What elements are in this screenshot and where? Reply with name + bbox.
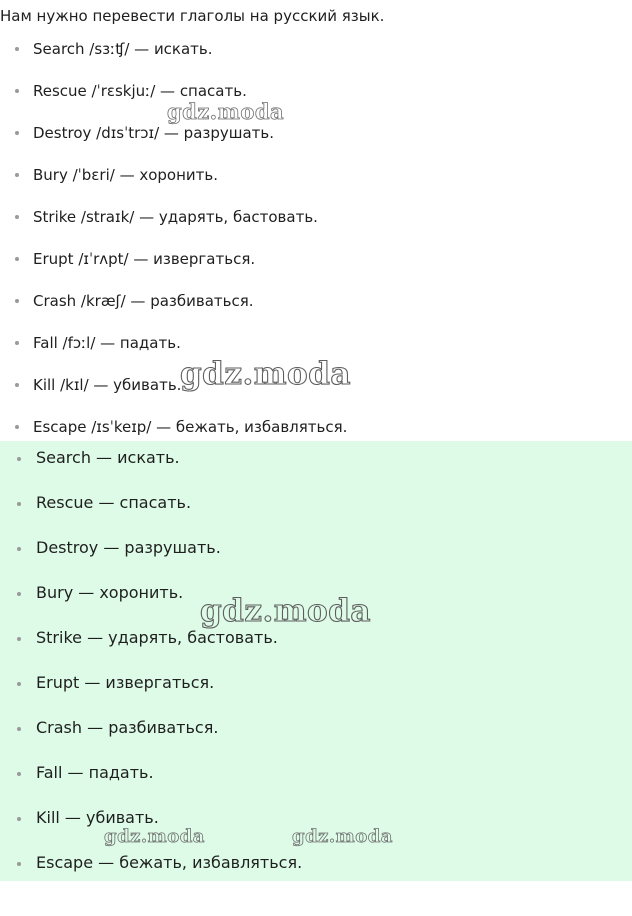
list-item: [0, 447, 632, 492]
list-item-text: Bury /ˈbɛri/ — хоронить.: [33, 166, 218, 184]
bullet-icon: [15, 257, 19, 261]
list-item: [0, 672, 632, 717]
list-item-text: Strike /straɪk/ — ударять, бастовать.: [33, 208, 318, 226]
list-item-text: Rescue — спасать.: [36, 493, 192, 512]
bullet-icon: [15, 47, 19, 51]
bullet-icon: [15, 383, 19, 387]
list-item: [0, 492, 632, 537]
bullet-icon: [17, 547, 21, 551]
bullet-icon: [15, 89, 19, 93]
bullet-icon: [17, 682, 21, 686]
list-item: [0, 807, 632, 852]
bullet-icon: [17, 727, 21, 731]
bullet-icon: [15, 173, 19, 177]
list-item-text: Erupt — извергаться.: [36, 673, 215, 692]
list-item-text: Crash /kræʃ/ — разбиваться.: [33, 292, 254, 310]
verb-list-plain: [0, 447, 632, 897]
list-item-text: Fall — падать.: [36, 763, 154, 782]
list-item-text: Crash — разбиваться.: [36, 718, 219, 737]
list-item-text: Bury — хоронить.: [36, 583, 184, 602]
list-item-text: Destroy /dɪsˈtrɔɪ/ — разрушать.: [33, 124, 275, 142]
verb-list-with-transcription: [0, 38, 632, 458]
list-item-text: Destroy — разрушать.: [36, 538, 221, 557]
list-item: [0, 248, 632, 290]
bullet-icon: [15, 215, 19, 219]
watermark: gdz.moda: [180, 356, 351, 392]
bullet-icon: [17, 457, 21, 461]
list-item-text: Search /sɜːʧ/ — искать.: [33, 40, 213, 58]
bullet-icon: [15, 131, 19, 135]
bullet-icon: [15, 299, 19, 303]
list-item: [0, 717, 632, 762]
bullet-icon: [15, 425, 19, 429]
bullet-icon: [17, 637, 21, 641]
intro-text: Нам нужно перевести глаголы на русский язык.: [0, 7, 385, 25]
list-item: [0, 206, 632, 248]
list-item-text: Strike — ударять, бастовать.: [36, 628, 278, 647]
list-item: [0, 80, 632, 122]
list-item-text: Search — искать.: [36, 448, 180, 467]
list-item: [0, 762, 632, 807]
list-item: [0, 627, 632, 672]
list-item: [0, 582, 632, 627]
bullet-icon: [17, 502, 21, 506]
list-item-text: Rescue /ˈrɛskjuː/ — спасать.: [33, 82, 247, 100]
bullet-icon: [17, 817, 21, 821]
list-item: [0, 332, 632, 374]
list-item: [0, 852, 632, 897]
list-item-text: Fall /fɔːl/ — падать.: [33, 334, 181, 352]
list-item-text: Kill — убивать.: [36, 808, 159, 827]
watermark: gdz.moda: [167, 99, 285, 124]
list-item-text: Escape /ɪsˈkeɪp/ — бежать, избавляться.: [33, 418, 348, 436]
bullet-icon: [17, 592, 21, 596]
list-item: [0, 290, 632, 332]
list-item: [0, 537, 632, 582]
list-item-text: Escape — бежать, избавляться.: [36, 853, 303, 872]
bullet-icon: [17, 862, 21, 866]
list-item-text: Erupt /ɪˈrʌpt/ — извергаться.: [33, 250, 256, 268]
list-item: [0, 38, 632, 80]
bullet-icon: [15, 341, 19, 345]
list-item: [0, 374, 632, 416]
list-item: [0, 122, 632, 164]
bullet-icon: [17, 772, 21, 776]
list-item: [0, 164, 632, 206]
list-item-text: Kill /kɪl/ — убивать.: [33, 376, 182, 394]
